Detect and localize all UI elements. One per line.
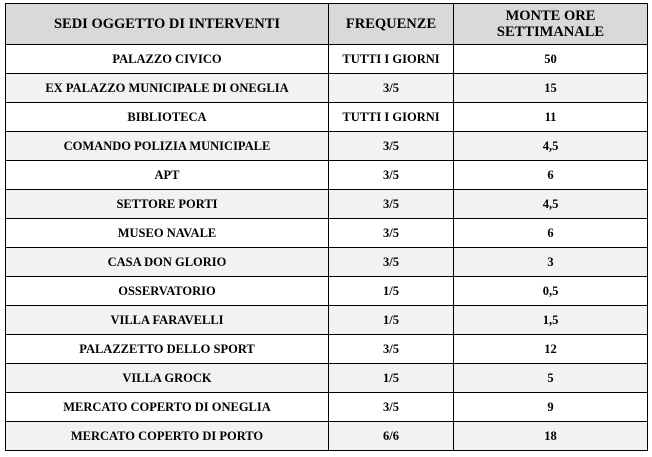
cell-ore: 1,5 xyxy=(454,306,648,335)
cell-ore: 4,5 xyxy=(454,190,648,219)
cell-frequenza: 3/5 xyxy=(329,74,454,103)
header-monte-ore xyxy=(454,4,648,45)
table-row xyxy=(6,103,648,132)
cell-ore: 6 xyxy=(454,161,648,190)
cell-frequenza: 3/5 xyxy=(329,393,454,422)
table-row xyxy=(6,277,648,306)
cell-sede: MERCATO COPERTO DI PORTO xyxy=(6,422,329,451)
cell-sede: VILLA GROCK xyxy=(6,364,329,393)
cell-ore: 18 xyxy=(454,422,648,451)
cell-frequenza: 6/6 xyxy=(329,422,454,451)
cell-frequenza: 3/5 xyxy=(329,335,454,364)
cell-ore: 0,5 xyxy=(454,277,648,306)
cell-sede: MUSEO NAVALE xyxy=(6,219,329,248)
table-row xyxy=(6,190,648,219)
cell-frequenza: 3/5 xyxy=(329,132,454,161)
cell-ore: 3 xyxy=(454,248,648,277)
cell-sede: SETTORE PORTI xyxy=(6,190,329,219)
table-header xyxy=(6,4,648,45)
cell-sede: PALAZZETTO DELLO SPORT xyxy=(6,335,329,364)
cell-sede: MERCATO COPERTO DI ONEGLIA xyxy=(6,393,329,422)
table-row xyxy=(6,306,648,335)
cell-frequenza: TUTTI I GIORNI xyxy=(329,103,454,132)
cell-frequenza: 3/5 xyxy=(329,219,454,248)
cell-frequenza: TUTTI I GIORNI xyxy=(329,45,454,74)
interventions-table xyxy=(5,3,648,451)
table-row xyxy=(6,393,648,422)
cell-sede: CASA DON GLORIO xyxy=(6,248,329,277)
cell-sede: VILLA FARAVELLI xyxy=(6,306,329,335)
cell-frequenza: 1/5 xyxy=(329,306,454,335)
cell-frequenza: 3/5 xyxy=(329,161,454,190)
cell-ore: 11 xyxy=(454,103,648,132)
header-row xyxy=(6,4,648,45)
cell-frequenza: 3/5 xyxy=(329,248,454,277)
cell-sede: OSSERVATORIO xyxy=(6,277,329,306)
cell-ore: 9 xyxy=(454,393,648,422)
table-row xyxy=(6,219,648,248)
table-row xyxy=(6,74,648,103)
cell-ore: 4,5 xyxy=(454,132,648,161)
table-row xyxy=(6,364,648,393)
table-row xyxy=(6,248,648,277)
cell-sede: PALAZZO CIVICO xyxy=(6,45,329,74)
cell-frequenza: 3/5 xyxy=(329,190,454,219)
cell-sede: BIBLIOTECA xyxy=(6,103,329,132)
cell-ore: 12 xyxy=(454,335,648,364)
cell-frequenza: 1/5 xyxy=(329,277,454,306)
table-row xyxy=(6,161,648,190)
table-row xyxy=(6,422,648,451)
cell-ore: 50 xyxy=(454,45,648,74)
table-row xyxy=(6,335,648,364)
cell-sede: COMANDO POLIZIA MUNICIPALE xyxy=(6,132,329,161)
cell-sede: APT xyxy=(6,161,329,190)
table-row xyxy=(6,132,648,161)
cell-ore: 5 xyxy=(454,364,648,393)
cell-ore: 6 xyxy=(454,219,648,248)
table-row xyxy=(6,45,648,74)
cell-sede: EX PALAZZO MUNICIPALE DI ONEGLIA xyxy=(6,74,329,103)
header-sede: SEDI OGGETTO DI INTERVENTI xyxy=(6,4,329,45)
table-body xyxy=(6,45,648,451)
cell-ore: 15 xyxy=(454,74,648,103)
header-monte-ore-line1: MONTE ORE xyxy=(505,8,596,24)
header-frequenze: FREQUENZE xyxy=(329,4,454,45)
header-monte-ore-line2: SETTIMANALE xyxy=(496,24,605,40)
cell-frequenza: 1/5 xyxy=(329,364,454,393)
